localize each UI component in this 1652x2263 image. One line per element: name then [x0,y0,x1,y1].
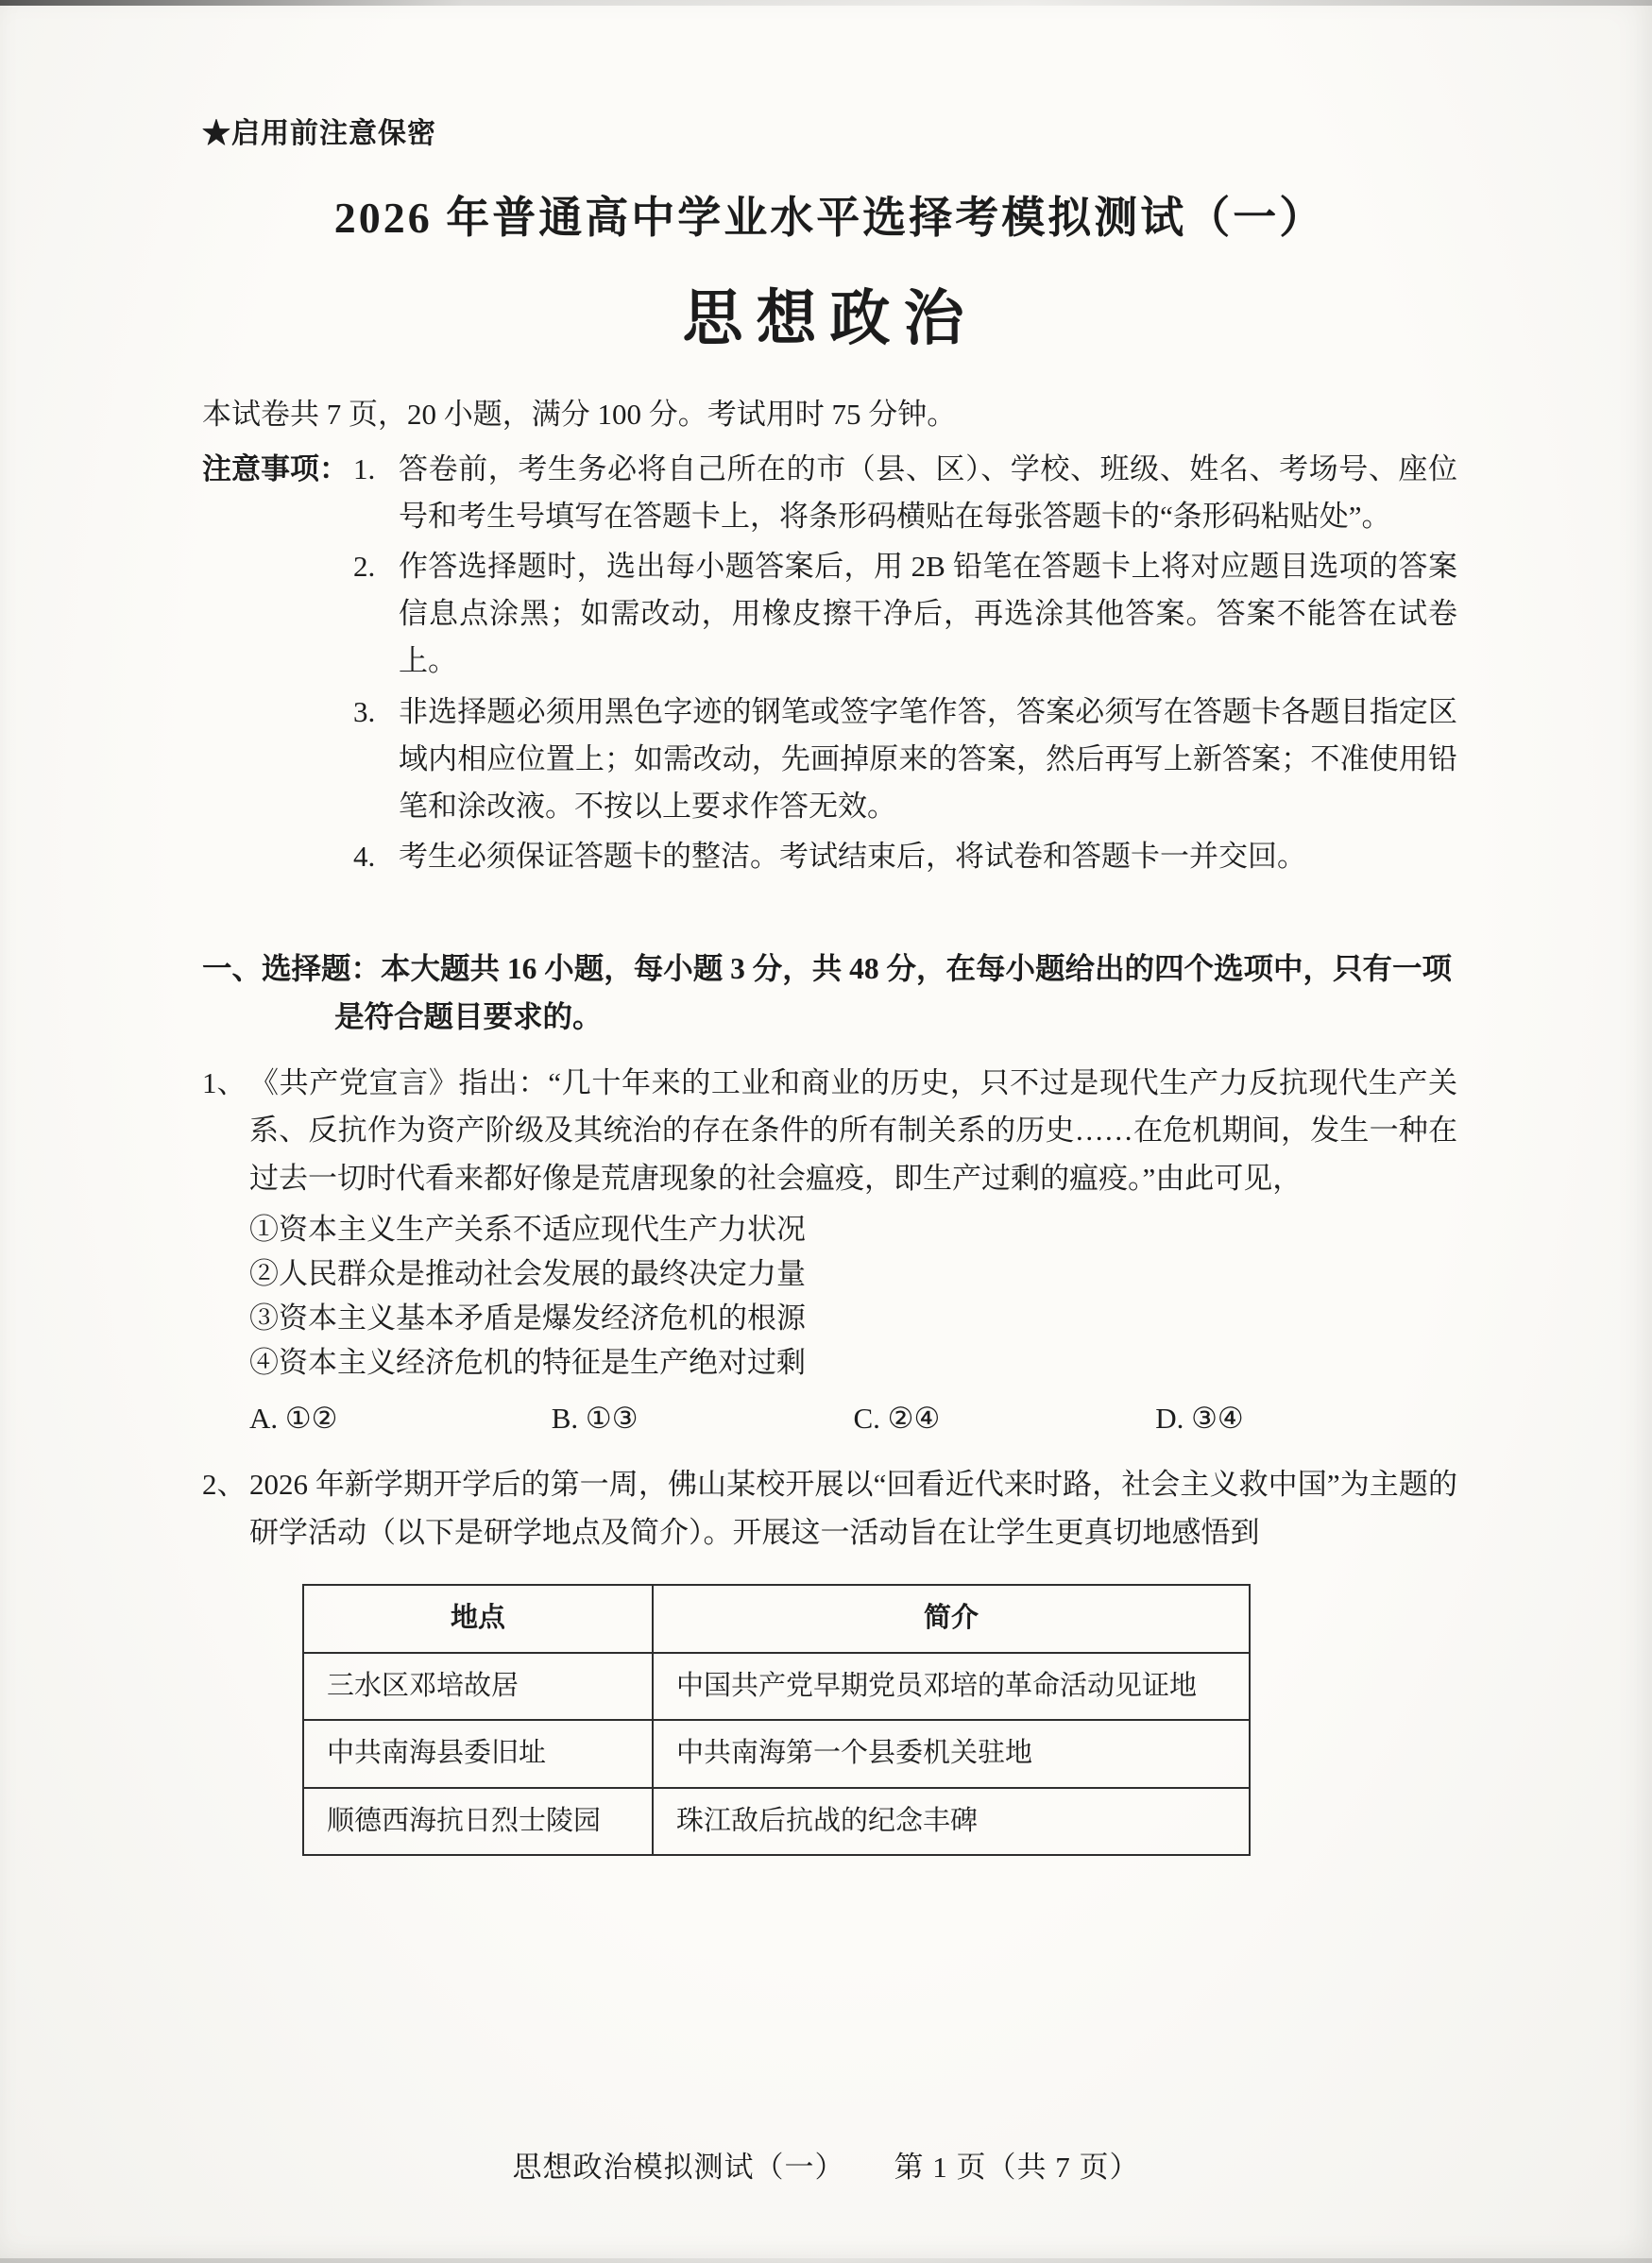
table-cell-intro: 中国共产党早期党员邓培的革命活动见证地 [653,1653,1250,1721]
subject-title: 思想政治 [682,284,978,352]
notice-text: 作答选择题时，选出每小题答案后，用 2B 铅笔在答题卡上将对应题目选项的答案信息点涂黑；如需改动，用橡皮擦干净后，再选涂其他答案。答案不能答在试卷上。 [399,550,1457,678]
question-1 [202,1060,1457,1443]
table-cell-location: 三水区邓培故居 [303,1653,653,1721]
notice-text: 考生必须保证答题卡的整洁。考试结束后，将试卷和答题卡一并交回。 [399,840,1306,874]
table-header-row [303,1585,1250,1653]
study-locations-table [302,1584,1251,1856]
notice-number: 4. [353,840,376,874]
paper-info: 本试卷共 7 页，20 小题，满分 100 分。考试用时 75 分钟。 [202,398,957,431]
section-1-header: 一、选择题：本大题共 16 小题，每小题 3 分，共 48 分，在每小题给出的四个选项中，只有一项是符合题目要求的。 [202,951,1453,1033]
notice-item [353,833,1457,880]
notice-item [353,689,1457,831]
notice-number: 1. [353,451,376,485]
choices-row [249,1395,1457,1443]
table-cell-location: 顺德西海抗日烈士陵园 [303,1788,653,1856]
page-footer [0,2143,1652,2186]
notice-text: 非选择题必须用黑色字迹的钢笔或签字笔作答，答案必须写在答题卡各题目指定区域内相应位置上；如需改动，先画掉原来的答案，然后再写上新答案；不准使用铅笔和涂改液。不按以上要求作答无效。 [399,694,1457,824]
notice-number: 2. [353,550,376,584]
footer-page-number: 第 1 页（共 7 页） [894,2151,1140,2184]
security-note: ★启用前注意保密 [202,118,436,149]
table-cell-intro: 珠江敌后抗战的纪念丰碑 [653,1788,1250,1856]
notice-text: 答卷前，考生务必将自己所在的市（县、区）、学校、班级、姓名、考场号、座位号和考生号填写在答题卡上，将条形码横贴在每张答题卡的“条形码粘贴处”。 [399,451,1457,533]
statements-list [249,1207,1457,1385]
question-number: 1、 [202,1065,247,1099]
footer-doc-title: 思想政治模拟测试（一） [512,2151,845,2184]
table-row [303,1720,1250,1788]
question-body [249,1060,1457,1443]
question-stem: 《共产党宣言》指出：“几十年来的工业和商业的历史，只不过是现代生产力反抗现代生产关系、反抗作为资产阶级及其统治的存在条件的所有制关系的历史……在危机期间，发生一种在过去一切时代看来都好像是荒唐现象的社会瘟疫，即生产过剩的瘟疫。”由此可见， [249,1065,1457,1196]
notice-label: 注意事项： [202,451,349,485]
table-cell-intro: 中共南海第一个县委机关驻地 [653,1720,1250,1788]
notice-item [353,446,1457,540]
notice-number: 3. [353,694,376,728]
statement-line: ④资本主义经济危机的特征是生产绝对过剩 [249,1346,806,1380]
question-2 [202,1461,1457,1856]
table-header-intro: 简介 [653,1585,1250,1653]
statement-line: ①资本主义生产关系不适应现代生产力状况 [249,1213,806,1247]
notice-item [353,543,1457,686]
question-stem: 2026 年新学期开学后的第一周，佛山某校开展以“回看近代来时路，社会主义救中国”为主题的研学活动（以下是研学地点及简介）。开展这一活动旨在让学生更真切地感悟到 [249,1468,1457,1550]
choice-option-b: B. ①③ [551,1401,639,1435]
notice-items [353,446,1457,884]
table-row [303,1788,1250,1856]
table-row [303,1653,1250,1721]
table-header-location: 地点 [303,1585,653,1653]
choice-option-d: D. ③④ [1155,1401,1244,1435]
choice-option-c: C. ②④ [853,1401,941,1435]
choice-option-a: A. ①② [249,1401,338,1435]
question-number: 2、 [202,1468,247,1502]
statement-line: ③资本主义基本矛盾是爆发经济危机的根源 [249,1302,806,1336]
table-cell-location: 中共南海县委旧址 [303,1720,653,1788]
exam-title: 2026 年普通高中学业水平选择考模拟测试（一） [333,194,1326,242]
notice-section [202,446,1457,884]
question-body [249,1461,1457,1856]
statement-line: ②人民群众是推动社会发展的最终决定力量 [249,1257,806,1291]
